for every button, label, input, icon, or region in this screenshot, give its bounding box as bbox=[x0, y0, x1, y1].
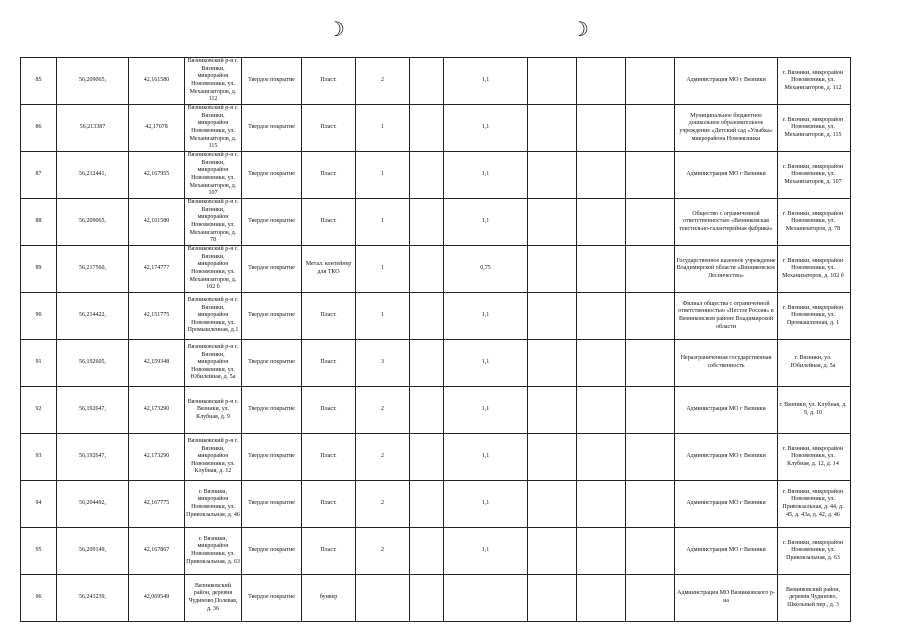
row-number: 92 bbox=[21, 387, 57, 434]
surface-cell: Твердое покрытие bbox=[242, 58, 302, 105]
longitude-cell: 42,159348 bbox=[129, 340, 185, 387]
surface-cell: Твердое покрытие bbox=[242, 434, 302, 481]
punch-hole-right: ☽ bbox=[571, 19, 589, 41]
owner-cell: Государственное казенное учреждение Владимирской области «Вязниковское Лесничество» bbox=[675, 246, 778, 293]
row-number: 90 bbox=[21, 293, 57, 340]
row-number: 85 bbox=[21, 58, 57, 105]
latitude-cell: 56,192647, bbox=[57, 434, 129, 481]
empty-cell bbox=[528, 481, 577, 528]
container-count-cell: 1 bbox=[356, 293, 410, 340]
empty-cell bbox=[528, 199, 577, 246]
container-count-cell: 2 bbox=[356, 481, 410, 528]
container-volume-cell: 1,1 bbox=[444, 387, 528, 434]
row-number: 86 bbox=[21, 105, 57, 152]
longitude-cell: 42,167955 bbox=[129, 152, 185, 199]
empty-cell bbox=[528, 434, 577, 481]
row-number: 94 bbox=[21, 481, 57, 528]
source-address-cell: г. Вязники, микрорайон Нововязники, ул. Промышленная, д. 1 bbox=[778, 293, 851, 340]
row-number: 91 bbox=[21, 340, 57, 387]
surface-cell: Твердое покрытие bbox=[242, 246, 302, 293]
address-cell: Вязниковский р-н г. Вязники, микрорайон Нововязники, ул. Клубная, д. 12 bbox=[185, 434, 242, 481]
source-address-cell: Вязниковский район, деревня Чудиново, Школьный пер., д. 3 bbox=[778, 575, 851, 622]
address-cell: Вязниковский р-н г. Вязники, микрорайон Нововязники, ул. Промышленная, д.1 bbox=[185, 293, 242, 340]
longitude-cell: 42,17078 bbox=[129, 105, 185, 152]
empty-cell bbox=[410, 293, 444, 340]
owner-cell: Администрация МО г Вязники bbox=[675, 528, 778, 575]
source-address-cell: г. Вязники, микрорайон Нововязники, ул. Механизаторов, д. 78 bbox=[778, 199, 851, 246]
empty-cell bbox=[410, 528, 444, 575]
row-number: 95 bbox=[21, 528, 57, 575]
latitude-cell: 56,214422, bbox=[57, 293, 129, 340]
empty-cell bbox=[577, 58, 626, 105]
table-row bbox=[21, 105, 851, 152]
container-count-cell: 2 bbox=[356, 434, 410, 481]
source-address-cell: г. Вязники, ул. Юбилейная, д. 5а bbox=[778, 340, 851, 387]
container-volume-cell: 1,1 bbox=[444, 528, 528, 575]
latitude-cell: 56,213387 bbox=[57, 105, 129, 152]
source-address-cell: г. Вязники, микрорайон Нововязники, ул. Механизаторов, д. 115 bbox=[778, 105, 851, 152]
empty-cell bbox=[577, 246, 626, 293]
owner-cell: Администрация МО г Вязники bbox=[675, 481, 778, 528]
longitude-cell: 42,167867 bbox=[129, 528, 185, 575]
latitude-cell: 56,204492, bbox=[57, 481, 129, 528]
empty-cell bbox=[410, 575, 444, 622]
container-volume-cell: 1,1 bbox=[444, 105, 528, 152]
empty-cell bbox=[577, 387, 626, 434]
empty-cell bbox=[410, 246, 444, 293]
container-material-cell: Пласт. bbox=[302, 434, 356, 481]
table-row bbox=[21, 199, 851, 246]
empty-cell bbox=[410, 105, 444, 152]
surface-cell: Твердое покрытие bbox=[242, 575, 302, 622]
empty-cell bbox=[528, 152, 577, 199]
empty-cell bbox=[528, 293, 577, 340]
table-row bbox=[21, 575, 851, 622]
table-row bbox=[21, 152, 851, 199]
longitude-cell: 42,173290 bbox=[129, 434, 185, 481]
empty-cell bbox=[626, 481, 675, 528]
table-row bbox=[21, 340, 851, 387]
owner-cell: Муниципальное бюджетное дошкольное образовательное учреждение «Детский сад «Улыбка» микрорайона Нововязники bbox=[675, 105, 778, 152]
container-count-cell: 2 bbox=[356, 58, 410, 105]
empty-cell bbox=[528, 528, 577, 575]
empty-cell bbox=[626, 340, 675, 387]
source-address-cell: г. Вязники, микрорайон Нововязники, ул. Механизаторов, д. 107 bbox=[778, 152, 851, 199]
empty-cell bbox=[626, 199, 675, 246]
row-number: 88 bbox=[21, 199, 57, 246]
container-count-cell: 2 bbox=[356, 387, 410, 434]
longitude-cell: 42,173290 bbox=[129, 387, 185, 434]
surface-cell: Твердое покрытие bbox=[242, 199, 302, 246]
empty-cell bbox=[577, 434, 626, 481]
container-volume-cell: 1,1 bbox=[444, 481, 528, 528]
surface-cell: Твердое покрытие bbox=[242, 105, 302, 152]
row-number: 93 bbox=[21, 434, 57, 481]
address-cell: Вязниковский р-н г. Вязники, микрорайон Нововязники, ул. Механизаторов, д. 115 bbox=[185, 105, 242, 152]
container-material-cell: Пласт. bbox=[302, 152, 356, 199]
table-row bbox=[21, 387, 851, 434]
source-address-cell: г. Вязники, ул. Клубная, д. 9, д. 10 bbox=[778, 387, 851, 434]
container-volume-cell: 1,1 bbox=[444, 340, 528, 387]
container-volume-cell: 1,1 bbox=[444, 152, 528, 199]
empty-cell bbox=[626, 575, 675, 622]
container-material-cell: Пласт. bbox=[302, 340, 356, 387]
container-count-cell: 1 bbox=[356, 246, 410, 293]
container-volume-cell: 1,1 bbox=[444, 434, 528, 481]
empty-cell bbox=[528, 246, 577, 293]
punch-hole-left: ☽ bbox=[327, 19, 345, 41]
empty-cell bbox=[410, 152, 444, 199]
container-count-cell: 1 bbox=[356, 105, 410, 152]
empty-cell bbox=[626, 152, 675, 199]
table-row bbox=[21, 293, 851, 340]
container-material-cell: Метал. контейнер для ТКО bbox=[302, 246, 356, 293]
empty-cell bbox=[528, 105, 577, 152]
container-volume-cell: 1,1 bbox=[444, 199, 528, 246]
empty-cell bbox=[626, 58, 675, 105]
container-count-cell bbox=[356, 575, 410, 622]
empty-cell bbox=[410, 340, 444, 387]
waste-sites-table bbox=[20, 57, 851, 622]
address-cell: Вязниковский р-н г. Вязники, микрорайон Нововязники, ул. Механизаторов, д. 112 bbox=[185, 58, 242, 105]
empty-cell bbox=[577, 528, 626, 575]
longitude-cell: 42,151775 bbox=[129, 293, 185, 340]
container-material-cell: бункер bbox=[302, 575, 356, 622]
longitude-cell: 42,161580 bbox=[129, 58, 185, 105]
address-cell: Вязниковский р-н г. Вязники, ул. Клубная, д. 9 bbox=[185, 387, 242, 434]
address-cell: Вязниковский р-н г. Вязники, микрорайон Нововязники, ул. Юбилейная, д. 5а bbox=[185, 340, 242, 387]
owner-cell: Администрация МО г Вязники bbox=[675, 434, 778, 481]
empty-cell bbox=[626, 387, 675, 434]
owner-cell: Неразграниченная государственная собственность bbox=[675, 340, 778, 387]
empty-cell bbox=[626, 528, 675, 575]
table-row bbox=[21, 246, 851, 293]
empty-cell bbox=[528, 575, 577, 622]
container-material-cell: Пласт. bbox=[302, 105, 356, 152]
address-cell: Вязниковский р-н г. Вязники, микрорайон Нововязники, ул. Механизаторов, д. 102 б bbox=[185, 246, 242, 293]
owner-cell: Администрация МО Вязниковского р-на bbox=[675, 575, 778, 622]
container-material-cell: Пласт. bbox=[302, 293, 356, 340]
empty-cell bbox=[410, 434, 444, 481]
empty-cell bbox=[626, 105, 675, 152]
source-address-cell: г. Вязники, микрорайон Нововязники, ул. Привокзальная, д. 44, д. 45, д. 43а, д. 42, д. 46 bbox=[778, 481, 851, 528]
owner-cell: Общество с ограниченной ответственностью «Вязниковская текстильно-галантерейная фабрика» bbox=[675, 199, 778, 246]
table-row bbox=[21, 481, 851, 528]
address-cell: г. Вязники, микрорайон Нововязники, ул. Привокзальная, д. 46 bbox=[185, 481, 242, 528]
empty-cell bbox=[626, 434, 675, 481]
latitude-cell: 56,192647, bbox=[57, 387, 129, 434]
empty-cell bbox=[577, 199, 626, 246]
empty-cell bbox=[528, 387, 577, 434]
empty-cell bbox=[577, 152, 626, 199]
empty-cell bbox=[410, 199, 444, 246]
source-address-cell: г. Вязники, микрорайон Нововязники, ул. Механизаторов, д. 112 bbox=[778, 58, 851, 105]
container-volume-cell: 0,75 bbox=[444, 246, 528, 293]
surface-cell: Твердое покрытие bbox=[242, 340, 302, 387]
container-material-cell: Пласт. bbox=[302, 528, 356, 575]
latitude-cell: 56,243239, bbox=[57, 575, 129, 622]
empty-cell bbox=[577, 340, 626, 387]
owner-cell: Администрация МО г Вязники bbox=[675, 387, 778, 434]
row-number: 96 bbox=[21, 575, 57, 622]
empty-cell bbox=[528, 58, 577, 105]
surface-cell: Твердое покрытие bbox=[242, 528, 302, 575]
address-cell: Вязниковский р-н г. Вязники, микрорайон Нововязники, ул. Механизаторов, д. 107 bbox=[185, 152, 242, 199]
table-row bbox=[21, 528, 851, 575]
container-volume-cell: 1,1 bbox=[444, 293, 528, 340]
empty-cell bbox=[410, 58, 444, 105]
empty-cell bbox=[577, 293, 626, 340]
address-cell: Вязниковский р-н г. Вязники, микрорайон Нововязники, ул. Механизаторов, д. 78 bbox=[185, 199, 242, 246]
source-address-cell: г. Вязники, микрорайон Нововязники, ул. Клубная, д. 12, д. 14 bbox=[778, 434, 851, 481]
surface-cell: Твердое покрытие bbox=[242, 481, 302, 528]
longitude-cell: 42,174777 bbox=[129, 246, 185, 293]
container-volume-cell: 1,1 bbox=[444, 58, 528, 105]
row-number: 87 bbox=[21, 152, 57, 199]
latitude-cell: 56,209149, bbox=[57, 528, 129, 575]
container-count-cell: 2 bbox=[356, 528, 410, 575]
empty-cell bbox=[410, 481, 444, 528]
container-count-cell: 1 bbox=[356, 199, 410, 246]
container-count-cell: 1 bbox=[356, 152, 410, 199]
empty-cell bbox=[577, 105, 626, 152]
address-cell: Вязниковский район, деревня Чудиново,Полевая, д. 36 bbox=[185, 575, 242, 622]
latitude-cell: 56,217560, bbox=[57, 246, 129, 293]
surface-cell: Твердое покрытие bbox=[242, 387, 302, 434]
longitude-cell: 42,167775 bbox=[129, 481, 185, 528]
empty-cell bbox=[626, 293, 675, 340]
address-cell: г. Вязники, микрорайон Нововязники, ул. Привокзальная, д. 63 bbox=[185, 528, 242, 575]
empty-cell bbox=[528, 340, 577, 387]
latitude-cell: 56,212441, bbox=[57, 152, 129, 199]
empty-cell bbox=[577, 575, 626, 622]
table-row bbox=[21, 434, 851, 481]
latitude-cell: 56,209065, bbox=[57, 58, 129, 105]
source-address-cell: г. Вязники, микрорайон Нововязники, ул. Механизаторов, д. 102 б bbox=[778, 246, 851, 293]
owner-cell: Администрация МО г Вязники bbox=[675, 152, 778, 199]
longitude-cell: 42,069549 bbox=[129, 575, 185, 622]
longitude-cell: 42,161580 bbox=[129, 199, 185, 246]
container-material-cell: Пласт. bbox=[302, 58, 356, 105]
surface-cell: Твердое покрытие bbox=[242, 293, 302, 340]
container-material-cell: Пласт. bbox=[302, 199, 356, 246]
container-volume-cell bbox=[444, 575, 528, 622]
latitude-cell: 56,192605, bbox=[57, 340, 129, 387]
container-count-cell: 3 bbox=[356, 340, 410, 387]
surface-cell: Твердое покрытие bbox=[242, 152, 302, 199]
row-number: 89 bbox=[21, 246, 57, 293]
empty-cell bbox=[626, 246, 675, 293]
container-material-cell: Пласт. bbox=[302, 387, 356, 434]
table-row bbox=[21, 58, 851, 105]
container-material-cell: Пласт. bbox=[302, 481, 356, 528]
empty-cell bbox=[410, 387, 444, 434]
owner-cell: Администрация МО г Вязники bbox=[675, 58, 778, 105]
empty-cell bbox=[577, 481, 626, 528]
source-address-cell: г. Вязники, микрорайон Нововязники, ул. Привокзальная, д. 63 bbox=[778, 528, 851, 575]
owner-cell: Филиал общества с ограниченной ответственностью «Нестле Россия» в Вязниковском районе Владимирской области bbox=[675, 293, 778, 340]
latitude-cell: 56,209065, bbox=[57, 199, 129, 246]
